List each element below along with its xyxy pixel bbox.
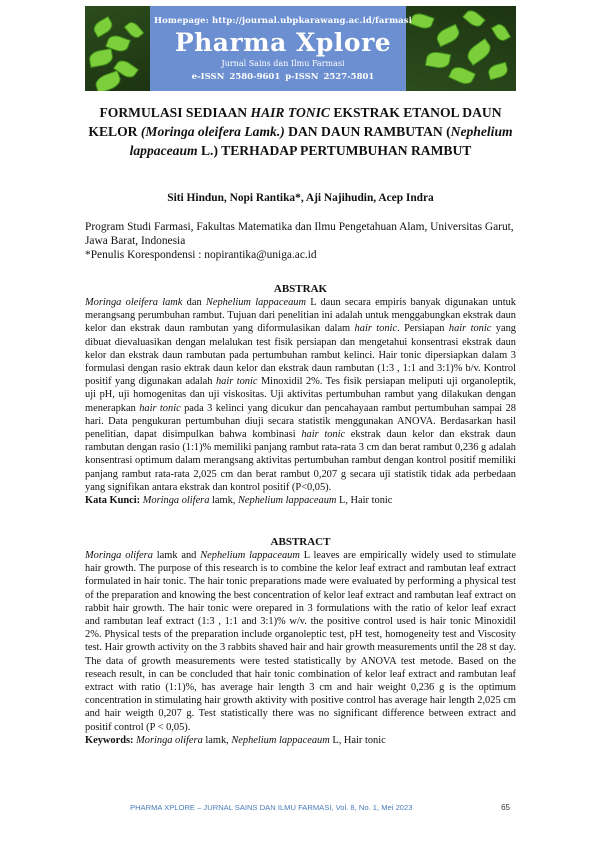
footer-journal: PHARMA XPLORE – JURNAL SAINS DAN ILMU FARMASI, Vol. 8, No. 1, Mei 2023 <box>130 803 413 812</box>
title-text: L.) TERHADAP PERTUMBUHAN RAMBUT <box>197 143 472 158</box>
abstrak-keywords: Kata Kunci: Moringa olifera lamk, Nephelium lappaceaum L, Hair tonic <box>85 495 393 507</box>
leaf-decoration-left <box>85 6 150 91</box>
affiliation-text: Program Studi Farmasi, Fakultas Matematika dan Ilmu Pengetahuan Alam, Universitas Garut, Jawa Barat, Indonesia <box>85 221 514 247</box>
abstract-body: Moringa olifera lamk and Nephelium lappaceaum L leaves are empirically widely used to stimulate hair growth. The purpose of this research is to combine the kelor leaf extract and rambutan leaf extract formulated in hair tonic. The hair tonic preparations made were evaluated by performing a physical test of the preparation and knowing the best concentration of kelor leaf extract and rambutan leaf extract on rabbit hair growth. The hair tonic were orepared in 3 formulations with the ratio of kelor leaf exract and rambutan leaf extract (1:3 , 1:1 and 3:1)% w/v. the positive control used is hair tonic Minoxidil 2%. Physical tests of the preparation include organoleptic test, pH test, homogeneity test and Viscosity test. Hair growth activity on the 3 rabbits shaved hair and hair growth measurements until the 28 st day. The data of growth measurements were tested statistically by ANOVA test metode. Based on the reseach result, in can be concluded that hair tonic combination of kelor leaf extract and rambutan leaf extract with ratio (1:1)%, has average hair length 3 cm and hair weight 0,236 g is the optimum concentration in stimulating hair growth aktivity with positive control has average hair length 2,025 cm and hair weigth 0,207 g. Test statistically there was no significant difference between extract and positif control (P < 0,05). <box>85 550 517 733</box>
title-text: EKSTRAK ETANOL DAUN KELOR <box>88 105 502 139</box>
affiliation <box>85 220 516 262</box>
abstrak-section <box>85 283 516 507</box>
journal-brand: Pharma Xplore <box>174 28 392 57</box>
correspondence: *Penulis Korespondensi : nopirantika@uniga.ac.id <box>85 249 317 261</box>
journal-banner <box>85 6 516 91</box>
title-italic: Nephelium lappaceaum <box>129 124 513 158</box>
title-italic: (Moringa oleifera Lamk.) <box>140 124 285 139</box>
banner-text <box>145 6 421 82</box>
journal-subtitle: Jurnal Sains dan Ilmu Farmasi <box>221 59 345 68</box>
leaf-decoration-right <box>406 6 516 91</box>
title-text: DAN DAUN RAMBUTAN ( <box>284 124 451 139</box>
title-italic: HAIR TONIC <box>250 105 330 120</box>
journal-homepage: Homepage: http://journal.ubpkarawang.ac.id/farmasi <box>153 16 413 26</box>
authors: Siti Hindun, Nopi Rantika*, Aji Najihudin, Acep Indra <box>167 192 434 204</box>
abstract-section <box>85 536 516 747</box>
abstrak-body: Moringa oleifera lamk dan Nephelium lappaceaum L daun secara empiris banyak digunakan untuk merangsang perumbuhan rambut. Tujuan dari penelitian ini adalah untuk menggabungkan ekstrak daun kelor dan ekstrak daun rambutan yang diformulasikan dalam hair tonic. Persiapan hair tonic yang dibuat dievaluasikan dengan melalukan test fisik persiapan dan mengetahui konsentrasi ekstrak daun kelor dan ekstrak daun rambutan pada pertumbuhan rambut kelinci. Hair tonic dipersiapkan dalam 3 formulasi dengan rasio ektrak daun kelor dan ekstrak daun rambutan (1:3 , 1:1 and 3:1)% b/v. Kontrol positif yang digunakan adalah hair tonic Minoxidil 2%. Tes fisik persiapan meliputi uji organoleptik, uji pH, uji homogenitas dan uji viskositas. Uji aktivitas pertumbuhan rambut yang dilakukan dengan menerapkan hair tonic pada 3 kelinci yang dicukur dan pencahayaan rambut pertumbuhan sampai 28 hari. Data pengukuran pertumbuhan diuji secara statistik menggunakan ANOVA. Berdasarkan hasil penelitian, dapat disimpulkan bahwa kombinasi hair tonic ekstrak daun kelor dan ekstrak daun rambutan dengan rasio (1:1)% memiliki panjang rambut rata-rata 3 cm dan berat rambut 0,236 g adalah konsentrasi optimum dalam merangsang aktivitas pertumbuhan rambut dengan kontrol positif memiliki panjang rambut rata-rata 2,025 cm dan berat rambut 0,207 g secara uji statistik tidak ada perbedaan yang signifikan antara ekstrak dan kontrol positif (P<0,05). <box>85 297 517 493</box>
journal-issn: e-ISSN 2580-9601 p-ISSN 2527-5801 <box>191 72 375 82</box>
page-number: 65 <box>501 803 510 812</box>
paper-title <box>85 103 516 160</box>
abstract-keywords: Keywords: Moringa olifera lamk, Nephelium lappaceaum L, Hair tonic <box>85 734 386 746</box>
abstrak-heading: ABSTRAK <box>273 283 328 295</box>
abstract-heading: ABSTRACT <box>270 536 331 548</box>
title-text: FORMULASI SEDIAAN <box>99 105 251 120</box>
